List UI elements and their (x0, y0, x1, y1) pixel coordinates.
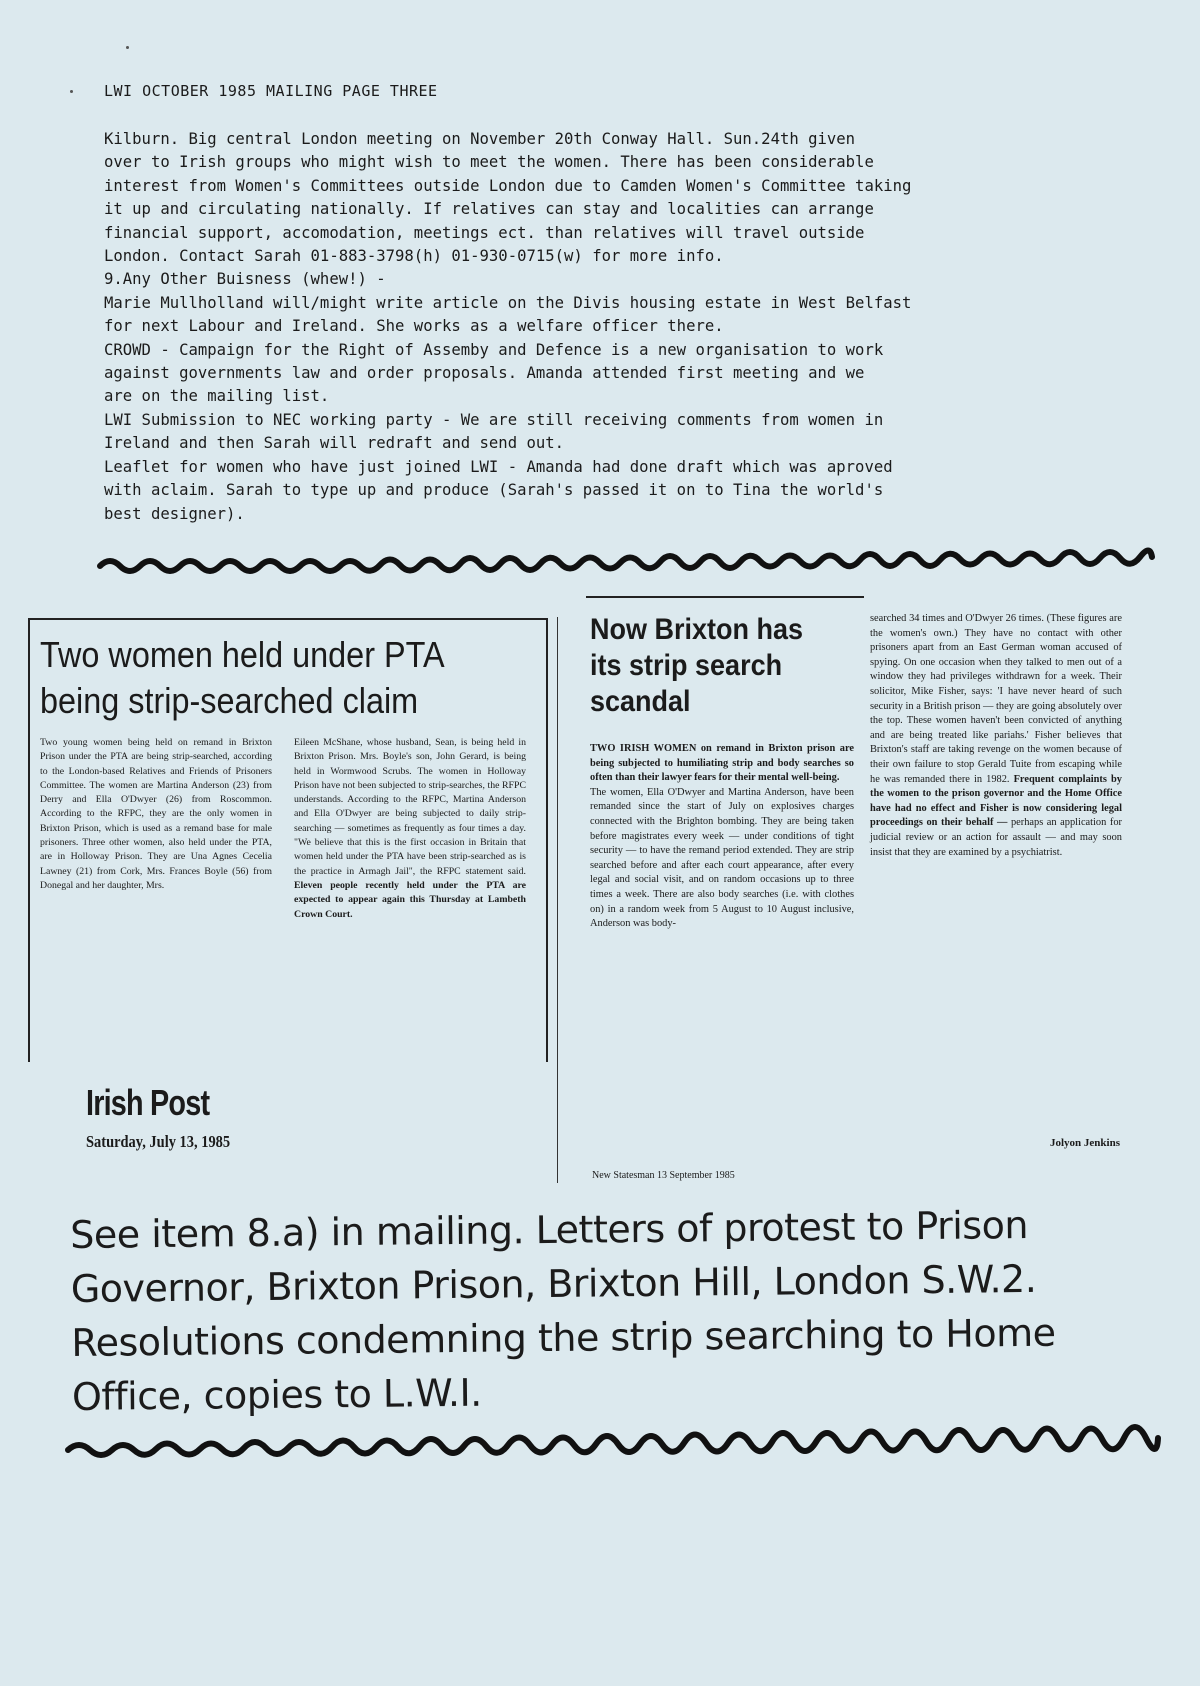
new-statesman-byline: Jolyon Jenkins (1050, 1137, 1120, 1149)
new-statesman-column-2 (870, 612, 1122, 860)
minutes-line: Kilburn. Big central London meeting on November 20th Conway Hall. Sun.24th given (104, 130, 856, 148)
new-statesman-headline: Now Brixton has its strip search scandal (590, 613, 804, 718)
clipping-rule (586, 596, 864, 598)
minutes-line: with aclaim. Sarah to type up and produce (Sarah's passed it on to Tina the world's (104, 481, 884, 500)
minutes-line: LWI Submission to NEC working party - We are still receiving comments from women in (104, 410, 884, 429)
new-statesman-clipping (586, 596, 1136, 1196)
wavy-divider-top (96, 544, 1156, 580)
minutes-line: 9.Any Other Buisness (whew!) - (104, 270, 386, 289)
handwritten-note (70, 1197, 1152, 1424)
irish-post-headline: Two women held under PTA being strip-searched claim (40, 634, 443, 721)
minutes-line: for next Labour and Ireland. She works as a welfare officer there. (104, 317, 724, 336)
minutes-line: are on the mailing list. (104, 387, 330, 406)
minutes-line: Leaflet for women who have just joined LWI - Amanda had done draft which was aproved (104, 457, 893, 476)
minutes-line: financial support, accomodation, meetings ect. than relatives will travel outside (104, 223, 865, 242)
minutes-line: CROWD - Campaign for the Right of Assemby and Defence is a new organisation to work (104, 340, 884, 359)
meeting-minutes (104, 128, 1154, 526)
irish-post-date: Saturday, July 13, 1985 (86, 1132, 231, 1151)
irish-post-column-2-text: Eileen McShane, whose husband, Sean, is being held in Brixton Prison. Mrs. Boyle's son, John Gerard, is being held in Wormwood Scrubs. The women in Holloway Prison have not been subjected to strip-searches, the RFPC understands. According to the RFPC, Martina Anderson and Ella O'Dwyer are being subjected to daily strip-searching — sometimes as frequently as four times a day. "We believe that this is the first occasion in Britain that women held under the PTA have been strip-searched as is the practice in Armagh Jail", the RFPC statement said. (294, 737, 526, 877)
note-line: See item 8.a) in mailing. Letters of protest to Prison (70, 1202, 1029, 1257)
page-header: LWI OCTOBER 1985 MAILING PAGE THREE (104, 82, 438, 100)
speck (70, 90, 73, 93)
irish-post-masthead: Irish Post (86, 1082, 210, 1123)
minutes-line: Marie Mullholland will/might write article on the Divis housing estate in West Belfast (104, 293, 912, 312)
minutes-line: interest from Women's Committees outside London due to Camden Women's Committee taking (104, 176, 912, 195)
new-statesman-column-2-text: searched 34 times and O'Dwyer 26 times. (These figures are the women's own.) They have no contact with other prisoners apart from an East German woman accused of spying. On one occasion when they talked to men out of a window they had privileges withdrawn for a week. Their solicitor, Mike Fisher, says: 'I have never heard of such security in a British prison — they are going absolutely over the top. These women haven't been convicted of anything and are being treated like pariahs.' Fisher believes that Brixton's staff are taking revenge on the women because of their own failure to stop Gerald Tuite from escaping while he was remanded there in 1982. (870, 613, 1122, 785)
note-line: Governor, Brixton Prison, Brixton Hill, London S.W.2. (70, 1256, 1037, 1311)
minutes-line: Ireland and then Sarah will redraft and send out. (104, 434, 565, 453)
speck (126, 46, 129, 49)
new-statesman-column-1-text: The women, Ella O'Dwyer and Martina Anderson, have been remanded since the start of July on explosives charges connected with the Brighton bombing. They are being taken before magistrates every week — under conditions of tight security — to have the remand period extended. They are strip searched before and after each court appearance, after every legal and social visit, and on random occasions up to three times a week. There are also body searches (i.e. with clothes on) in a random week from 5 August to 10 August inclusive, Anderson was body- (590, 786, 854, 930)
minutes-line: best designer). (104, 504, 245, 523)
new-statesman-source: New Statesman 13 September 1985 (592, 1170, 735, 1181)
irish-post-clipping (28, 618, 548, 1151)
irish-post-column-2 (294, 736, 526, 922)
new-statesman-column-2-tail: perhaps an application for judicial review or an action for assault — and may soon insist that they are examined by a psychiatrist. (870, 817, 1122, 858)
minutes-line: against governments law and order proposals. Amanda attended first meeting and we (104, 364, 865, 383)
new-statesman-column-2-bold: Frequent complaints by the women to the prison governor and the Home Office have had no effect and Fisher is now considering legal proceedings on their behalf — (870, 773, 1122, 829)
new-statesman-lead: TWO IRISH WOMEN on remand in Brixton prison are being subjected to humiliating strip and body searches so often than their lawyer fears for their mental well-being. (590, 743, 854, 784)
wavy-divider-bottom (64, 1422, 1164, 1462)
new-statesman-column-1 (590, 742, 854, 932)
note-line: Resolutions condemning the strip searching to Home (71, 1310, 1056, 1365)
note-line: Office, copies to L.W.I. (71, 1370, 482, 1419)
irish-post-column-1: Two young women being held on remand in Brixton Prison under the PTA are being strip-searched, according to the London-based Relatives and Friends of Prisoners Committee. The women are Martina Anderson (23) from Derry and Ella O'Dwyer (26) from Roscommon. According to the RFPC, they are the only women in Brixton Prison, which is used as a remand base for male prisoners. Three other women, also held under the PTA, are in Holloway Prison. They are Una Agnes Cecelia Lawney (21) from Cork, Mrs. Frances Boyle (56) from Donegal and her daughter, Mrs. (40, 737, 272, 891)
minutes-line: it up and circulating nationally. If relatives can stay and localities can arrange (104, 200, 874, 219)
minutes-line: London. Contact Sarah 01-883-3798(h) 01-930-0715(w) for more info. (104, 247, 724, 266)
column-divider (557, 617, 558, 1183)
irish-post-column-2-end: Eleven people recently held under the PTA are expected to appear again this Thursday at Lambeth Crown Court. (294, 879, 526, 920)
minutes-line: over to Irish groups who might wish to meet the women. There has been considerable (104, 153, 874, 172)
